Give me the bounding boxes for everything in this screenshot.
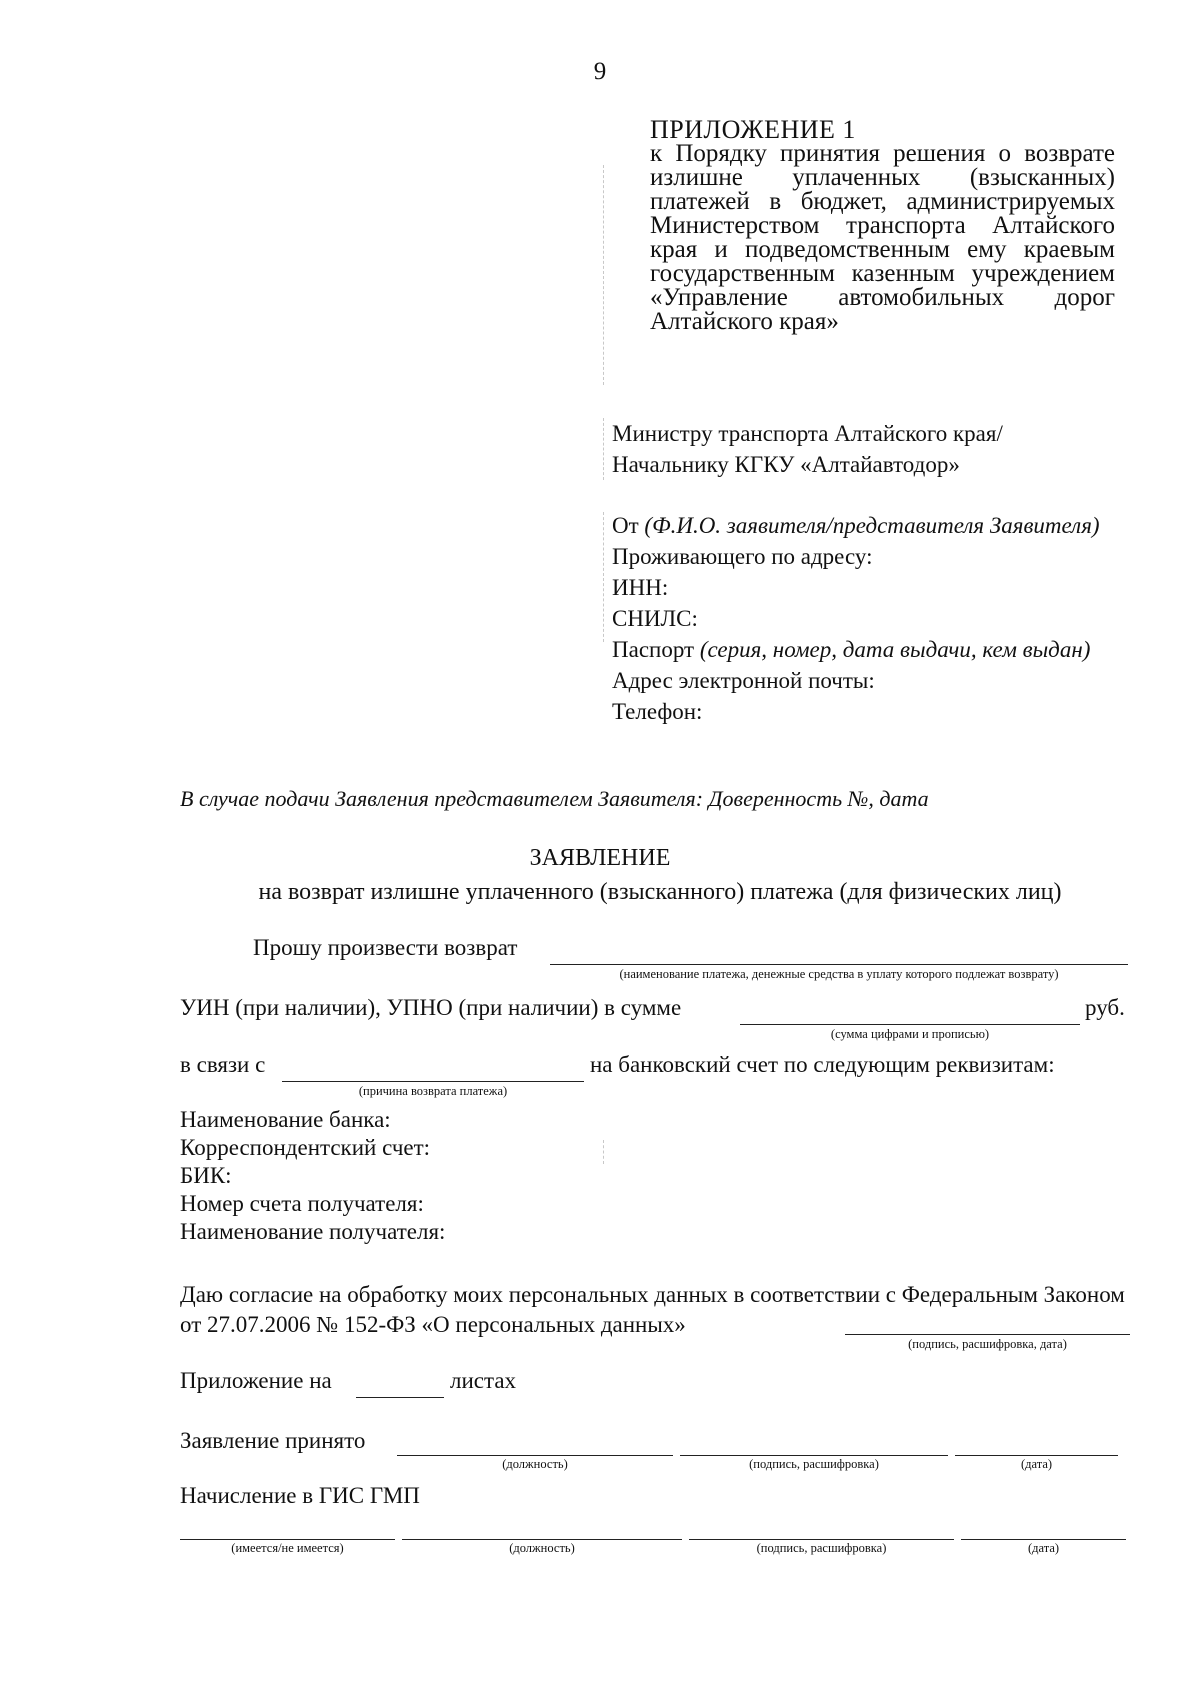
appendix-block — [650, 115, 1115, 335]
gis-date-caption: (дата) — [1027, 1541, 1060, 1555]
bank-name-label: Наименование банка: — [180, 1107, 391, 1132]
reason-prefix: в связи с — [180, 1052, 266, 1077]
accepted-position-caption: (должность) — [502, 1457, 568, 1471]
refund-caption: (наименование платежа, денежные средства в уплату которого подлежат возврату) — [619, 967, 1059, 981]
reason-caption: (причина возврата платежа) — [358, 1084, 508, 1098]
reason-field[interactable] — [282, 1057, 584, 1082]
appendix-title: ПРИЛОЖЕНИЕ 1 — [650, 115, 856, 144]
statement-title: ЗАЯВЛЕНИЕ — [529, 845, 671, 871]
account-number-label: Номер счета получателя: — [180, 1191, 424, 1216]
rub-label: руб. — [1085, 995, 1125, 1020]
passport-prefix: Паспорт — [612, 637, 695, 662]
gis-signature-field[interactable] — [689, 1515, 954, 1540]
appendix-text: к Порядку принятия решения о возврате излишне уплаченных (взысканных) платежей в бюджет, администрируемых Министерством транспорта Алтайского края и подведомственным ему краевым государственным казенным учреждением «Управление автомобильных дорог Алтайского края» — [650, 140, 1115, 335]
applicant-email: Адрес электронной почты: — [612, 668, 875, 693]
sum-field[interactable] — [740, 1000, 1080, 1025]
addressee-line2: Начальнику КГКУ «Алтайавтодор» — [612, 452, 960, 477]
gis-position-caption: (должность) — [509, 1541, 575, 1555]
gis-label: Начисление в ГИС ГМП — [180, 1483, 420, 1508]
accepted-label: Заявление принято — [180, 1428, 366, 1453]
representative-note: В случае подачи Заявления представителем Заявителя: Доверенность №, дата — [180, 786, 929, 811]
attachment-suffix: листах — [450, 1368, 517, 1393]
accepted-position-field[interactable] — [397, 1431, 673, 1456]
addressee-line1: Министру транспорта Алтайского края/ — [612, 421, 1003, 446]
bik-label: БИК: — [180, 1163, 232, 1188]
consent-signature-field[interactable] — [845, 1310, 1130, 1335]
page-number: 9 — [593, 58, 607, 85]
applicant-snils: СНИЛС: — [612, 606, 698, 631]
scan-margin-mark — [603, 165, 604, 385]
from-prefix: От — [612, 513, 639, 538]
consent-text: Даю согласие на обработку моих персональных данных в соответствии с Федеральным Законом от 27.07.2006 № 152-ФЗ «О персональных данных» — [180, 1282, 1125, 1337]
attachment-prefix: Приложение на — [180, 1368, 332, 1393]
bank-details — [180, 1106, 445, 1246]
accepted-signature-field[interactable] — [680, 1431, 948, 1456]
scan-margin-mark — [603, 418, 604, 480]
uin-label: УИН (при наличии), УПНО (при наличии) в сумме — [180, 995, 682, 1020]
scan-margin-mark — [603, 1140, 604, 1164]
applicant-block — [612, 510, 1132, 727]
applicant-inn: ИНН: — [612, 575, 669, 600]
applicant-passport — [612, 634, 1132, 665]
reason-suffix: на банковский счет по следующим реквизитам: — [590, 1052, 1055, 1077]
gis-date-field[interactable] — [961, 1515, 1126, 1540]
scan-margin-mark — [603, 512, 604, 642]
gis-status-field[interactable] — [180, 1515, 395, 1540]
addressee-block — [612, 418, 1132, 480]
gis-signature-caption: (подпись, расшифровка) — [756, 1541, 887, 1555]
accepted-signature-caption: (подпись, расшифровка) — [749, 1457, 879, 1471]
refund-payment-field[interactable] — [550, 940, 1128, 965]
accepted-date-caption: (дата) — [1020, 1457, 1053, 1471]
applicant-phone: Телефон: — [612, 699, 703, 724]
recipient-name-label: Наименование получателя: — [180, 1219, 446, 1244]
sum-caption: (сумма цифрами и прописью) — [830, 1027, 990, 1041]
corr-account-label: Корреспондентский счет: — [180, 1135, 431, 1160]
consent-caption: (подпись, расшифровка, дата) — [908, 1337, 1067, 1351]
gis-position-field[interactable] — [402, 1515, 682, 1540]
applicant-address: Проживающего по адресу: — [612, 544, 873, 569]
accepted-date-field[interactable] — [955, 1431, 1118, 1456]
from-note: (Ф.И.О. заявителя/представителя Заявителя) — [644, 513, 1100, 538]
applicant-from — [612, 510, 1132, 541]
attachment-sheets-field[interactable] — [356, 1373, 444, 1398]
statement-subtitle: на возврат излишне уплаченного (взысканного) платежа (для физических лиц) — [258, 879, 1062, 905]
refund-request-label: Прошу произвести возврат — [253, 935, 518, 960]
gis-status-caption: (имеется/не имеется) — [231, 1541, 344, 1555]
passport-note: (серия, номер, дата выдачи, кем выдан) — [699, 637, 1091, 662]
